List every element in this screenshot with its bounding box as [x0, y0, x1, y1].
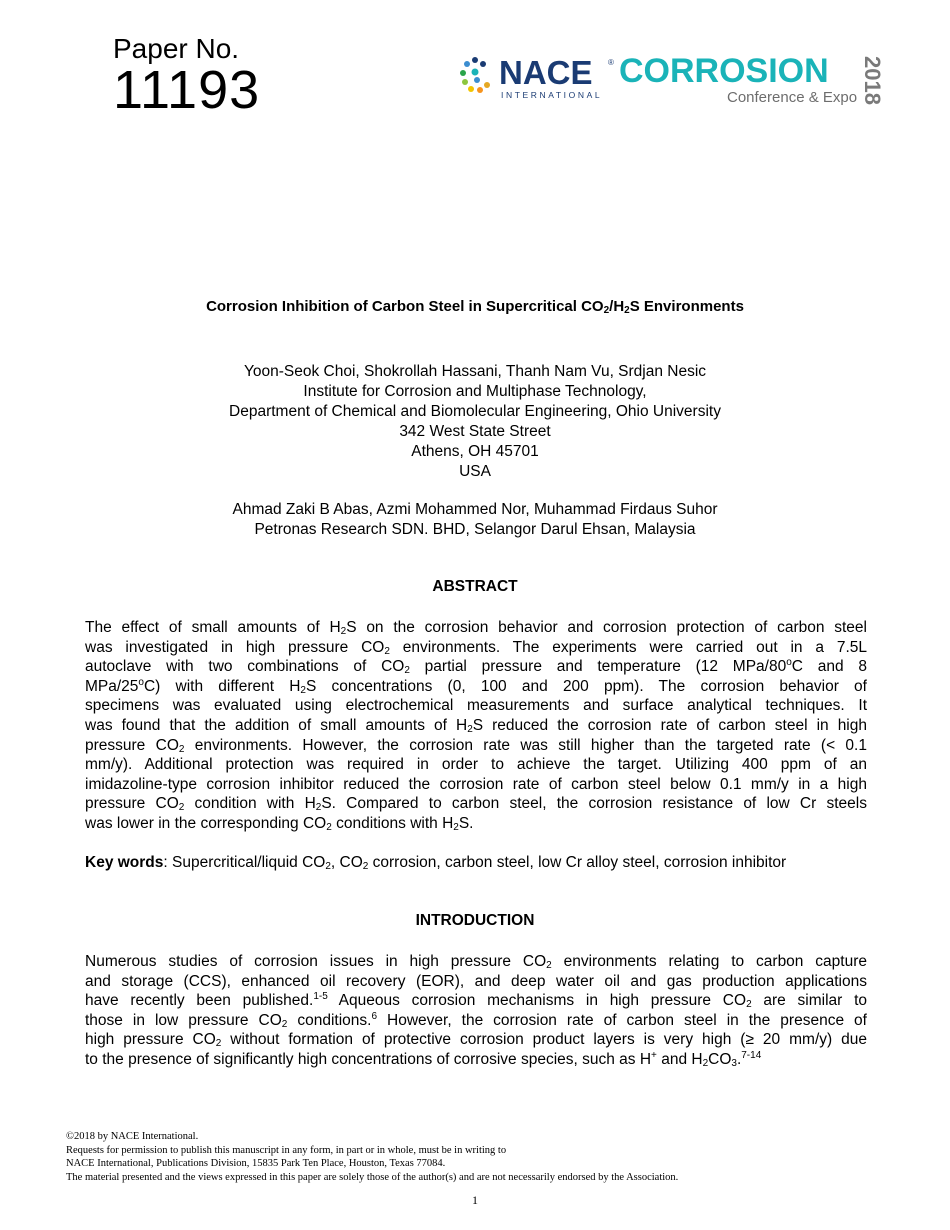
paper-number-label: Paper No. [113, 33, 240, 64]
address-street: 342 West State Street [399, 423, 551, 440]
year-text: 2018 [860, 56, 885, 105]
copyright-line: ©2018 by NACE International. [66, 1131, 199, 1142]
corrosion-text: CORROSION [619, 52, 829, 90]
disclaimer-line: The material presented and the views expressed in this paper are solely those of the author(s) and are not necessarily endorsed by the Association. [66, 1171, 679, 1183]
paper-title: Corrosion Inhibition of Carbon Steel in Supercritical $CO_2/H_2S$ Environments [206, 298, 744, 316]
address-country: USA [459, 463, 491, 480]
abstract-heading: ABSTRACT [432, 578, 518, 595]
nace-text: NACE [499, 54, 593, 91]
abstract-paragraph: The effect of small amounts of $H_2S$ on the corrosion behavior and corrosion protection of carbon steel was investigated in high pressure $CO_2$ environments. The experiments were carried out in a 7.5L autoclave with two combinations of $CO_2$ partial pressure and temperature (12 MPa/80$^o$C and 8 MPa/25$^o$C) with different $H_2S$ concentrations (0, 100 and 200 ppm). The corrosion behavior of specimens was evaluated using electrochemical measurements and surface analytical techniques. It was found that the addition of small amounts of $H_2S$ reduced the corrosion rate of carbon steel in high pressure $CO_2$ environments. However, the corrosion rate was still higher than the targeted rate (< 0.1 mm/y). Additional protection was required in order to achieve the target. Utilizing 400 ppm of an imidazoline-type corrosion inhibitor reduced the corrosion rate of carbon steel below 0.1 mm/y in a high pressure $CO_2$ condition with $H_2S$. Compared to carbon steel, the corrosion resistance of low Cr steels was lower in the corresponding $CO_2$ conditions with $H_2S$. [85, 619, 867, 833]
author-block-petronas [0, 500, 950, 540]
introduction-heading: INTRODUCTION [415, 912, 535, 929]
conference-expo-text: Conference & Expo [727, 89, 858, 106]
address-city: Athens, OH 45701 [411, 443, 539, 460]
nace-international-text: INTERNATIONAL [501, 90, 603, 100]
registered-mark: ® [608, 58, 614, 67]
affiliation-institute: Institute for Corrosion and Multiphase Technology, [303, 383, 647, 400]
address-line: NACE International, Publications Division, 15835 Park Ten Place, Houston, Texas 77084. [66, 1158, 446, 1169]
author-names-2: Ahmad Zaki B Abas, Azmi Mohammed Nor, Muhammad Firdaus Suhor [232, 501, 718, 518]
permission-line: Requests for permission to publish this manuscript in any form, in part or in whole, must be in writing to [66, 1144, 507, 1156]
nace-globe-icon [460, 57, 490, 93]
author-block-ohio [0, 362, 950, 482]
affiliation-department: Department of Chemical and Biomolecular Engineering, Ohio University [229, 403, 721, 420]
paper-number: 11193 [113, 60, 261, 120]
author-names: Yoon-Seok Choi, Shokrollah Hassani, Thanh Nam Vu, Srdjan Nesic [243, 363, 707, 380]
page-number: 1 [472, 1193, 478, 1207]
affiliation-petronas: Petronas Research SDN. BHD, Selangor Darul Ehsan, Malaysia [254, 521, 696, 538]
introduction-paragraph: Numerous studies of corrosion issues in high pressure $CO_2$ environments relating to carbon capture and storage (CCS), enhanced oil recovery (EOR), and deep water oil and gas production applications have recently been published.$^{1-5}$ Aqueous corrosion mechanisms in high pressure $CO_2$ are similar to those in low pressure $CO_2$ conditions.$^6$ However, the corrosion rate of carbon steel in the presence of high pressure $CO_2$ without formation of protective corrosion product layers is very high (≥ 20 mm/y) due to the presence of significantly high concentrations of corrosive species, such as H+ and $H_2CO_3.^{7-14}$ [85, 953, 868, 1069]
copyright-footer [66, 1130, 678, 1184]
keywords-line: Key words: Supercritical/liquid $CO_2$, $CO_2$ corrosion, carbon steel, low Cr alloy steel, corrosion inhibitor [85, 854, 787, 872]
keywords-label: Key words [85, 854, 164, 871]
nace-corrosion-logo [455, 52, 895, 112]
